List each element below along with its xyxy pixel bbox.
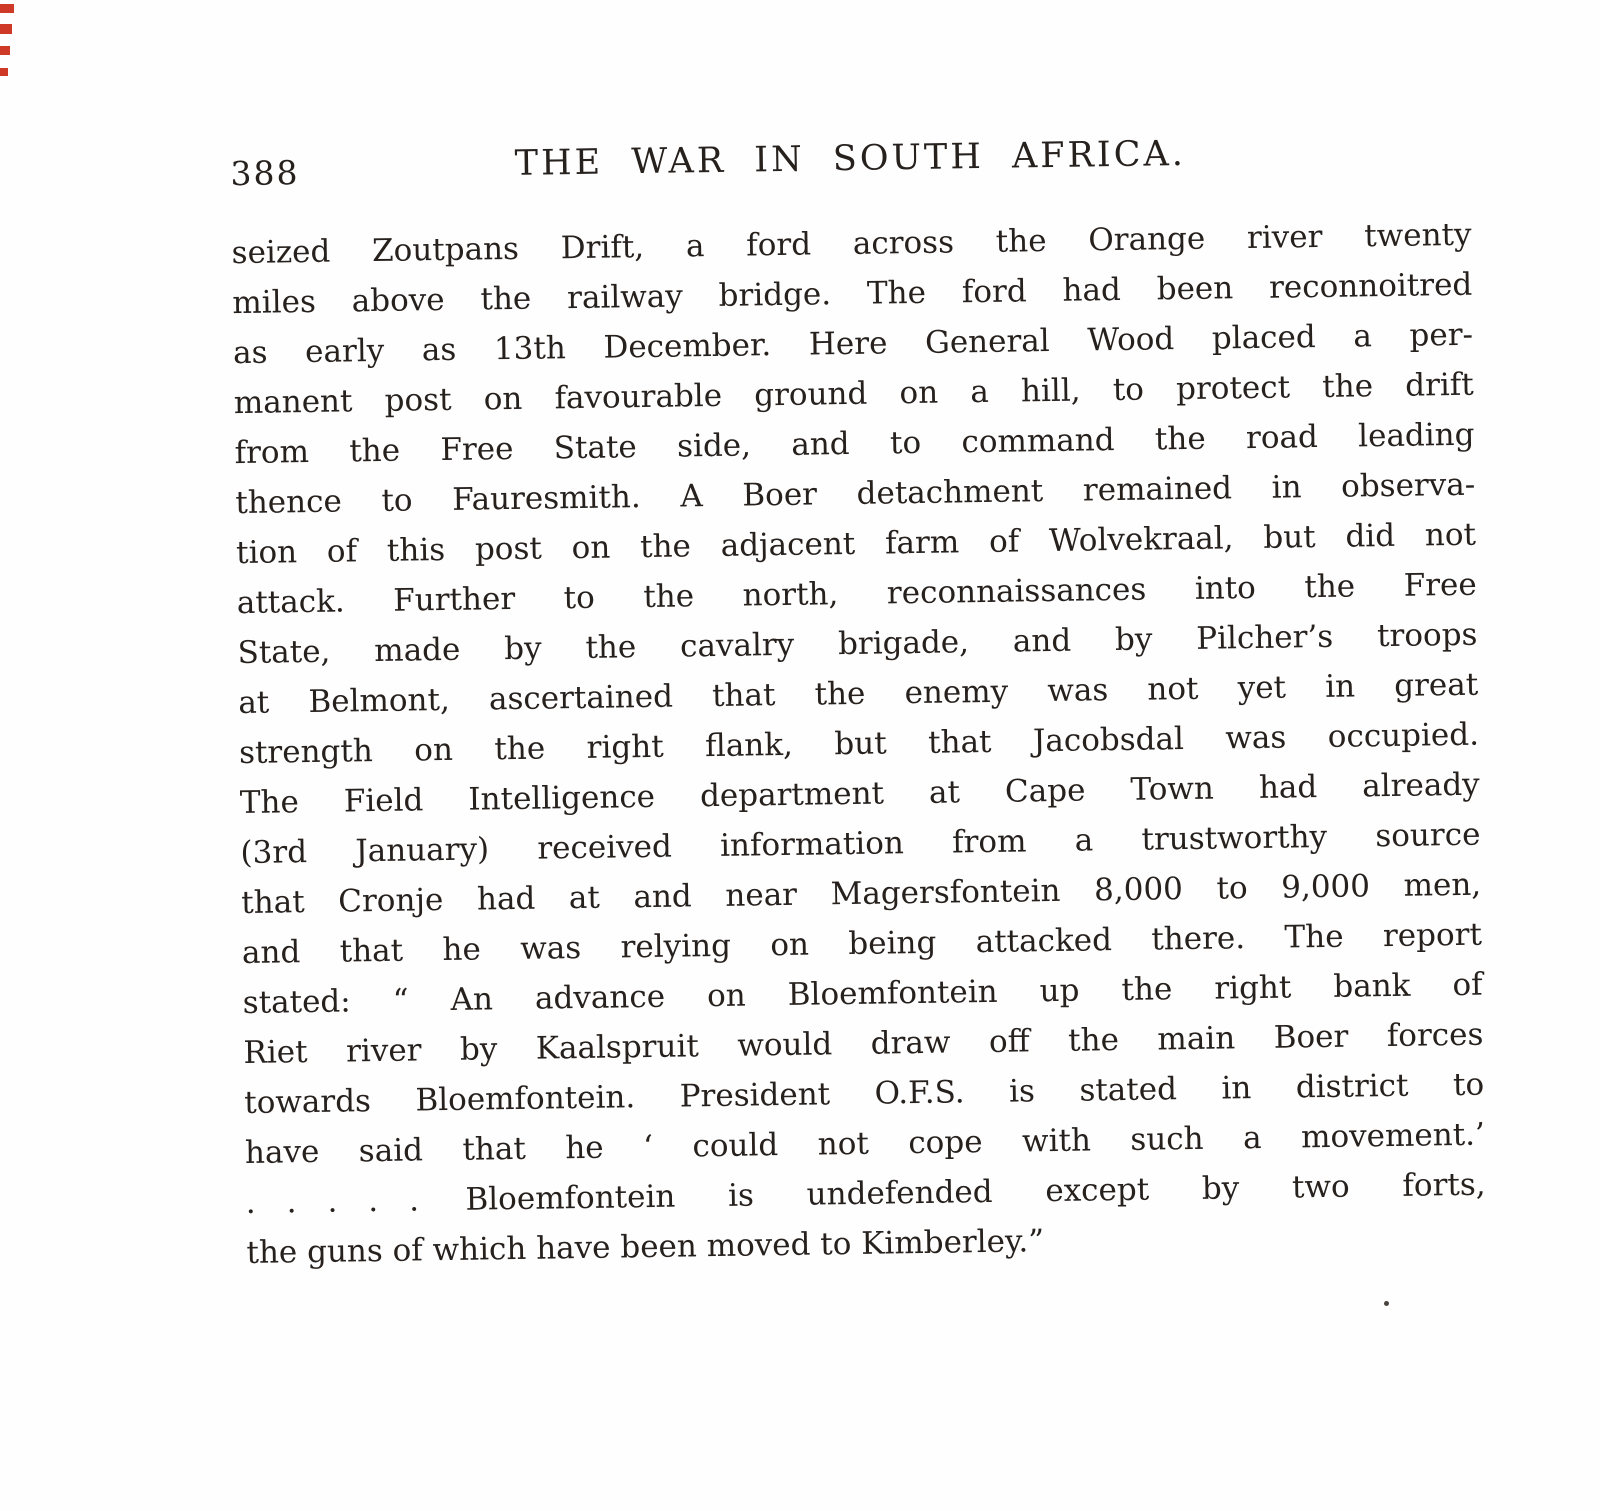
running-title: THE WAR IN SOUTH AFRICA. (514, 133, 1187, 184)
text-line: tion of this post on the adjacent farm of Wolvekraal, but did not (235, 516, 1477, 572)
text-line: have said that he ‘ could not cope with such a movement.’ (244, 1116, 1486, 1172)
page-header (230, 130, 1471, 196)
text-line: towards Bloemfontein. President O.F.S. is stated in district to (243, 1066, 1485, 1122)
text-line: seized Zoutpans Drift, a ford across the Orange river twenty (231, 216, 1472, 272)
scanned-text-block (230, 130, 1487, 1278)
text-line: manent post on favourable ground on a hill, to protect the drift (233, 366, 1474, 422)
text-line: thence to Fauresmith. A Boer detachment remained in observa- (235, 466, 1476, 522)
text-line: . . . . . Bloemfontein is undefended except by two forts, (245, 1166, 1486, 1221)
text-line: from the Free State side, and to command the road leading (234, 416, 1475, 472)
scan-edge-artifact (0, 46, 10, 55)
text-line: stated: “ An advance on Bloemfontein up the right bank of (242, 966, 1483, 1022)
text-line: miles above the railway bridge. The ford had been reconnoitred (232, 266, 1473, 322)
text-line: Riet river by Kaalspruit would draw off the main Boer forces (243, 1016, 1484, 1072)
scan-edge-artifact (0, 4, 14, 13)
scan-speck-artifact (1384, 1301, 1389, 1306)
text-line: (3rd January) received information from a trustworthy source (240, 816, 1481, 872)
text-line: The Field Intelligence department at Cape Town had already (239, 766, 1480, 822)
page-number: 388 (230, 153, 300, 194)
text-line: the guns of which have been moved to Kimberley.” (246, 1223, 1045, 1271)
text-line: State, made by the cavalry brigade, and by Pilcher’s troops (237, 616, 1478, 672)
text-line: as early as 13th December. Here General Wood placed a per- (232, 316, 1474, 372)
text-line: and that he was relying on being attacked there. The report (241, 916, 1483, 972)
text-line: that Cronje had at and near Magersfontein 8,000 to 9,000 men, (241, 866, 1482, 922)
body-paragraph (231, 210, 1486, 1278)
text-line: strength on the right flank, but that Jacobsdal was occupied. (238, 716, 1480, 772)
text-line: attack. Further to the north, reconnaissances into the Free (236, 566, 1477, 622)
scan-edge-artifact (0, 24, 12, 34)
scan-edge-artifact (0, 68, 8, 76)
text-line: at Belmont, ascertained that the enemy was not yet in great (238, 666, 1479, 722)
